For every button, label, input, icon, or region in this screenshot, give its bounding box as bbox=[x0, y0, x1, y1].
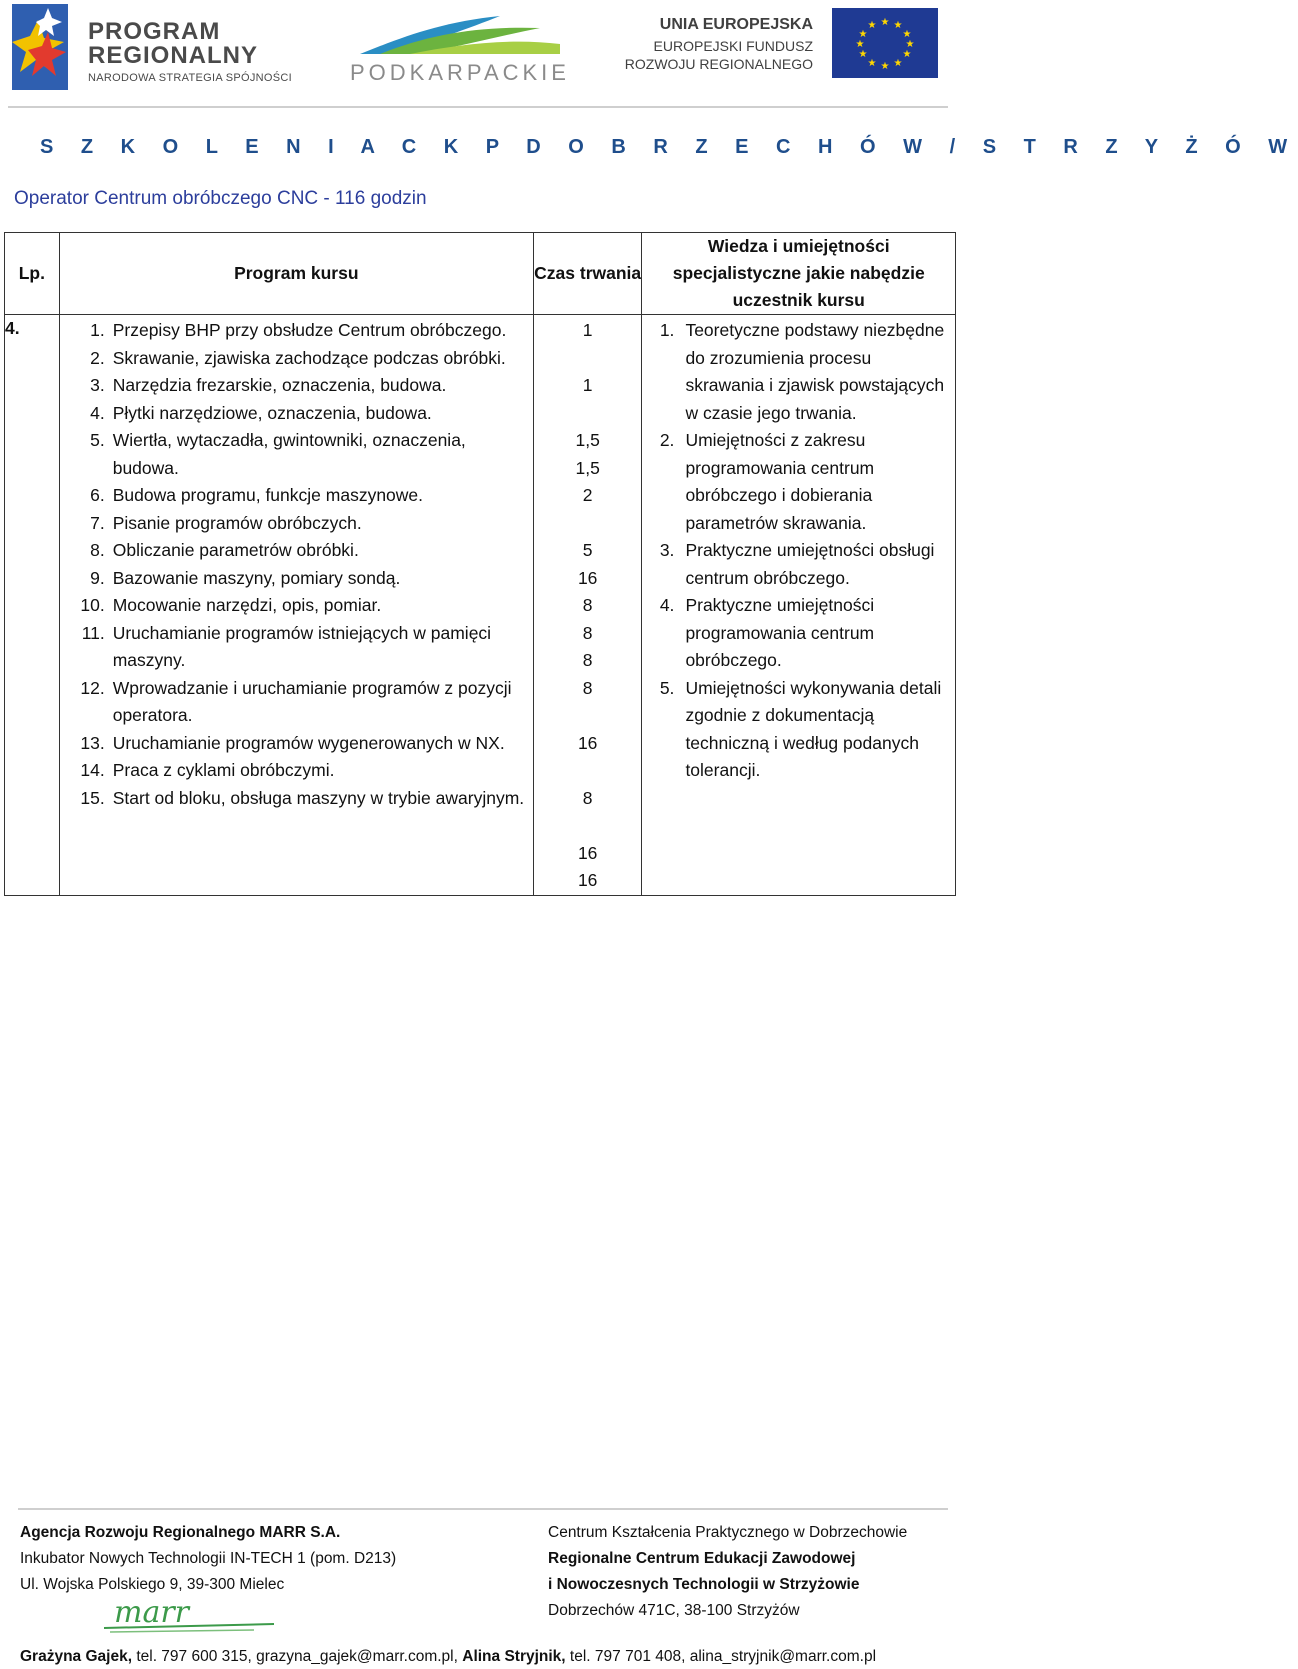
czas-value bbox=[534, 510, 642, 538]
podkarpackie-logo bbox=[350, 8, 570, 88]
footer-right-line4: Dobrzechów 471C, 38-100 Strzyżów bbox=[548, 1602, 800, 1619]
header-lp: Lp. bbox=[5, 233, 60, 315]
footer-right-line1: Centrum Kształcenia Praktycznego w Dobrzechowie bbox=[548, 1524, 908, 1541]
program-item-text: Mocowanie narzędzi, opis, pomiar. bbox=[112, 595, 382, 615]
program-item bbox=[60, 400, 525, 428]
contact2-details: tel. 797 701 408, alina_stryjnik@marr.com.pl bbox=[565, 1648, 877, 1665]
svg-text:★: ★ bbox=[893, 58, 903, 69]
wiedza-item-number: 3. bbox=[659, 540, 675, 560]
program-item bbox=[60, 592, 525, 620]
program-item-number: 15. bbox=[80, 787, 105, 808]
program-item bbox=[60, 510, 525, 538]
course-title: Operator Centrum obróbczego CNC - 116 godzin bbox=[14, 188, 427, 209]
czas-value: 8 bbox=[582, 677, 593, 698]
wiedza-item bbox=[642, 592, 949, 675]
program-item-text: Uruchamianie programów istniejących w pamięci maszyny. bbox=[112, 622, 492, 670]
czas-list bbox=[534, 315, 642, 895]
svg-text:★: ★ bbox=[867, 58, 877, 69]
header-logos bbox=[0, 0, 960, 100]
program-item-number: 4. bbox=[90, 402, 105, 423]
footer-right bbox=[548, 1520, 907, 1624]
contact2-name: Alina Stryjnik, bbox=[462, 1648, 566, 1665]
podkarpackie-text: PODKARPACKIE bbox=[350, 60, 570, 85]
program-item bbox=[60, 757, 525, 785]
program-regionalny-line1: PROGRAM bbox=[88, 18, 221, 45]
program-list bbox=[60, 315, 533, 812]
czas-value: 16 bbox=[577, 842, 598, 863]
wiedza-item-number: 5. bbox=[659, 677, 675, 698]
svg-text:★: ★ bbox=[855, 39, 865, 50]
czas-value: 16 bbox=[577, 567, 598, 588]
footer-right-line3: i Nowoczesnych Technologii w Strzyżowie bbox=[548, 1576, 860, 1593]
footer-left bbox=[20, 1520, 396, 1598]
czas-value bbox=[534, 702, 642, 730]
program-item bbox=[60, 317, 525, 345]
svg-text:★: ★ bbox=[893, 20, 903, 31]
czas-value: 16 bbox=[577, 870, 598, 890]
czas-value: 8 bbox=[582, 595, 593, 615]
program-item bbox=[60, 620, 525, 675]
program-cell bbox=[59, 315, 533, 896]
svg-text:★: ★ bbox=[905, 39, 915, 50]
wiedza-item bbox=[642, 537, 949, 592]
program-item bbox=[60, 427, 525, 482]
program-item-text: Przepisy BHP przy obsłudze Centrum obróbczego. bbox=[112, 320, 507, 340]
czas-value: 8 bbox=[582, 787, 593, 808]
program-item-text: Wprowadzanie i uruchamianie programów z pozycji operatora. bbox=[112, 677, 512, 725]
program-regionalny-mark-icon bbox=[8, 2, 68, 92]
program-item-number: 11. bbox=[81, 622, 105, 643]
czas-value: 5 bbox=[582, 540, 593, 560]
program-item-text: Uruchamianie programów wygenerowanych w NX. bbox=[112, 732, 505, 753]
svg-text:★: ★ bbox=[902, 49, 912, 60]
wiedza-item bbox=[642, 427, 949, 537]
eu-flag-icon bbox=[832, 8, 938, 78]
program-item-number: 2. bbox=[90, 347, 105, 368]
svg-text:★: ★ bbox=[867, 20, 877, 31]
program-item-number: 14. bbox=[80, 760, 105, 780]
svg-text:★: ★ bbox=[902, 29, 912, 40]
czas-value bbox=[534, 345, 642, 373]
program-item-text: Start od bloku, obsługa maszyny w trybie awaryjnym. bbox=[112, 787, 525, 808]
program-item-text: Wiertła, wytaczadła, gwintowniki, oznaczenia, budowa. bbox=[112, 430, 466, 478]
header-divider bbox=[8, 106, 948, 108]
marr-logo-icon bbox=[104, 1592, 274, 1634]
podkarpackie-hills-icon bbox=[350, 8, 570, 58]
wiedza-item-number: 1. bbox=[659, 320, 675, 340]
program-item-number: 5. bbox=[90, 430, 105, 450]
wiedza-item-number: 4. bbox=[659, 595, 675, 615]
czas-value: 16 bbox=[577, 732, 598, 753]
svg-text:★: ★ bbox=[880, 61, 890, 72]
header-czas: Czas trwania bbox=[533, 233, 642, 315]
program-item-text: Obliczanie parametrów obróbki. bbox=[112, 540, 359, 560]
svg-text:★: ★ bbox=[880, 17, 890, 28]
program-item bbox=[60, 537, 525, 565]
footer-left-line3: Ul. Wojska Polskiego 9, 39-300 Mielec bbox=[20, 1576, 285, 1593]
program-item bbox=[60, 372, 525, 400]
wiedza-item-text: Praktyczne umiejętności programowania centrum obróbczego. bbox=[685, 595, 875, 670]
program-item-text: Bazowanie maszyny, pomiary sondą. bbox=[112, 567, 401, 588]
footer-contacts bbox=[20, 1648, 876, 1666]
footer-left-line2: Inkubator Nowych Technologii IN-TECH 1 (pom. D213) bbox=[20, 1550, 397, 1567]
program-item-number: 8. bbox=[90, 540, 105, 560]
table-row bbox=[5, 315, 956, 896]
wiedza-item-text: Umiejętności wykonywania detali zgodnie z dokumentacją techniczną i według podanych tolerancji. bbox=[685, 677, 942, 780]
program-regionalny-line3: NARODOWA STRATEGIA SPÓJNOŚCI bbox=[88, 72, 292, 84]
program-item bbox=[60, 675, 525, 730]
czas-value: 2 bbox=[582, 485, 593, 505]
czas-value: 1,5 bbox=[575, 457, 600, 478]
wiedza-list bbox=[642, 315, 955, 785]
program-item-text: Pisanie programów obróbczych. bbox=[112, 512, 362, 533]
program-item bbox=[60, 345, 525, 373]
footer-left-line1: Agencja Rozwoju Regionalnego MARR S.A. bbox=[20, 1524, 341, 1541]
program-item bbox=[60, 785, 525, 813]
program-regionalny-line2: REGIONALNY bbox=[88, 42, 259, 69]
program-item-text: Narzędzia frezarskie, oznaczenia, budowa. bbox=[112, 375, 447, 395]
program-item-number: 7. bbox=[90, 512, 105, 533]
row-lp: 4. bbox=[5, 315, 60, 896]
wiedza-item-text: Praktyczne umiejętności obsługi centrum obróbczego. bbox=[685, 540, 935, 588]
header-wiedza: Wiedza i umiejętności specjalistyczne jakie nabędzie uczestnik kursu bbox=[642, 233, 956, 315]
course-program-table bbox=[4, 232, 956, 896]
wiedza-item-text: Umiejętności z zakresu programowania centrum obróbczego i dobierania parametrów skrawania. bbox=[685, 430, 875, 533]
czas-value bbox=[534, 400, 642, 428]
footer-divider bbox=[18, 1508, 948, 1510]
program-item-number: 9. bbox=[90, 567, 105, 588]
czas-value: 8 bbox=[582, 622, 593, 643]
czas-cell bbox=[533, 315, 642, 896]
eu-line3: ROZWOJU REGIONALNEGO bbox=[624, 56, 813, 72]
program-item-number: 6. bbox=[90, 485, 105, 505]
footer-right-line2: Regionalne Centrum Edukacji Zawodowej bbox=[548, 1550, 856, 1567]
wiedza-cell bbox=[642, 315, 956, 896]
program-item-number: 13. bbox=[80, 732, 105, 753]
program-item-text: Praca z cyklami obróbczymi. bbox=[112, 760, 335, 780]
svg-text:★: ★ bbox=[858, 29, 868, 40]
program-item-number: 10. bbox=[80, 595, 105, 615]
svg-text:★: ★ bbox=[858, 49, 868, 60]
program-item bbox=[60, 482, 525, 510]
program-item-text: Płytki narzędziowe, oznaczenia, budowa. bbox=[112, 402, 432, 423]
czas-value: 1,5 bbox=[575, 430, 600, 450]
contact1-details: tel. 797 600 315, grazyna_gajek@marr.com.pl, bbox=[132, 1648, 458, 1665]
czas-value bbox=[534, 812, 642, 840]
header-program: Program kursu bbox=[59, 233, 533, 315]
czas-value bbox=[534, 757, 642, 785]
eu-line2: EUROPEJSKI FUNDUSZ bbox=[653, 38, 813, 54]
wiedza-item bbox=[642, 675, 949, 785]
wiedza-item-number: 2. bbox=[659, 430, 675, 450]
program-item bbox=[60, 730, 525, 758]
program-item-number: 3. bbox=[90, 375, 105, 395]
program-item bbox=[60, 565, 525, 593]
table-header-row bbox=[5, 233, 956, 315]
program-item-number: 12. bbox=[80, 677, 105, 698]
czas-value: 8 bbox=[582, 650, 593, 670]
czas-value: 1 bbox=[582, 375, 593, 395]
program-item-text: Skrawanie, zjawiska zachodzące podczas obróbki. bbox=[112, 347, 506, 368]
program-regionalny-logo bbox=[8, 2, 293, 92]
contact1-name: Grażyna Gajek, bbox=[20, 1648, 133, 1665]
program-item-text: Budowa programu, funkcje maszynowe. bbox=[112, 485, 424, 505]
wiedza-item-text: Teoretyczne podstawy niezbędne do zrozumienia procesu skrawania i zjawisk powstających w czasie jego trwania. bbox=[685, 320, 945, 423]
wiedza-item bbox=[642, 317, 949, 427]
program-item-number: 1. bbox=[90, 320, 105, 340]
czas-value: 1 bbox=[582, 320, 593, 340]
training-title: S Z K O L E N I A C K P D O B R Z E C H Ó W / S T R Z Y Ż Ó W bbox=[40, 136, 1298, 158]
marr-logo-text: marr bbox=[114, 1595, 190, 1630]
eu-line1: UNIA EUROPEJSKA bbox=[659, 16, 813, 33]
eu-logo bbox=[624, 8, 940, 88]
